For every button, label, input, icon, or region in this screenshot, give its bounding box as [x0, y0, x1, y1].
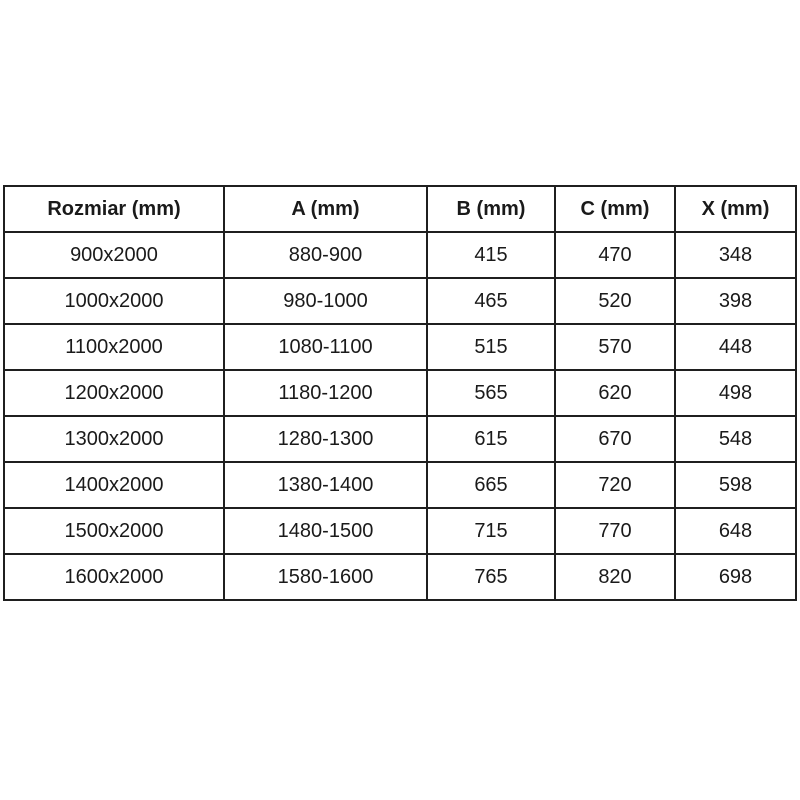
table-cell: 765 — [427, 554, 555, 600]
table-cell: 348 — [675, 232, 796, 278]
table-cell: 698 — [675, 554, 796, 600]
table-cell: 398 — [675, 278, 796, 324]
table-cell: 715 — [427, 508, 555, 554]
table-cell: 1480-1500 — [224, 508, 427, 554]
table-cell: 415 — [427, 232, 555, 278]
table-cell: 598 — [675, 462, 796, 508]
table-cell: 1000x2000 — [4, 278, 224, 324]
table-cell: 1080-1100 — [224, 324, 427, 370]
table-row — [4, 554, 796, 600]
header-cell-0: Rozmiar (mm) — [4, 186, 224, 232]
table-cell: 470 — [555, 232, 675, 278]
table-cell: 980-1000 — [224, 278, 427, 324]
table-cell: 820 — [555, 554, 675, 600]
table-cell: 570 — [555, 324, 675, 370]
table-cell: 448 — [675, 324, 796, 370]
table-cell: 498 — [675, 370, 796, 416]
table-cell: 900x2000 — [4, 232, 224, 278]
table-cell: 615 — [427, 416, 555, 462]
dimensions-table — [3, 185, 797, 601]
header-row — [4, 186, 796, 232]
table-cell: 1380-1400 — [224, 462, 427, 508]
table-cell: 1200x2000 — [4, 370, 224, 416]
table-cell: 465 — [427, 278, 555, 324]
table-cell: 670 — [555, 416, 675, 462]
table-cell: 1500x2000 — [4, 508, 224, 554]
table-row — [4, 278, 796, 324]
table-cell: 1100x2000 — [4, 324, 224, 370]
table-cell: 620 — [555, 370, 675, 416]
table-row — [4, 462, 796, 508]
table-cell: 1400x2000 — [4, 462, 224, 508]
header-cell-2: B (mm) — [427, 186, 555, 232]
table-cell: 565 — [427, 370, 555, 416]
table-row — [4, 416, 796, 462]
table-cell: 515 — [427, 324, 555, 370]
table-cell: 1580-1600 — [224, 554, 427, 600]
table-row — [4, 508, 796, 554]
table-head — [4, 186, 796, 232]
table-cell: 520 — [555, 278, 675, 324]
table-cell: 1300x2000 — [4, 416, 224, 462]
table-body — [4, 232, 796, 600]
table-cell: 1600x2000 — [4, 554, 224, 600]
header-cell-4: X (mm) — [675, 186, 796, 232]
header-cell-3: C (mm) — [555, 186, 675, 232]
table-cell: 648 — [675, 508, 796, 554]
table-cell: 720 — [555, 462, 675, 508]
table-cell: 1180-1200 — [224, 370, 427, 416]
header-cell-1: A (mm) — [224, 186, 427, 232]
table-row — [4, 324, 796, 370]
table-row — [4, 370, 796, 416]
table-cell: 665 — [427, 462, 555, 508]
table-cell: 770 — [555, 508, 675, 554]
table-row — [4, 232, 796, 278]
table-cell: 548 — [675, 416, 796, 462]
table-cell: 880-900 — [224, 232, 427, 278]
table-cell: 1280-1300 — [224, 416, 427, 462]
